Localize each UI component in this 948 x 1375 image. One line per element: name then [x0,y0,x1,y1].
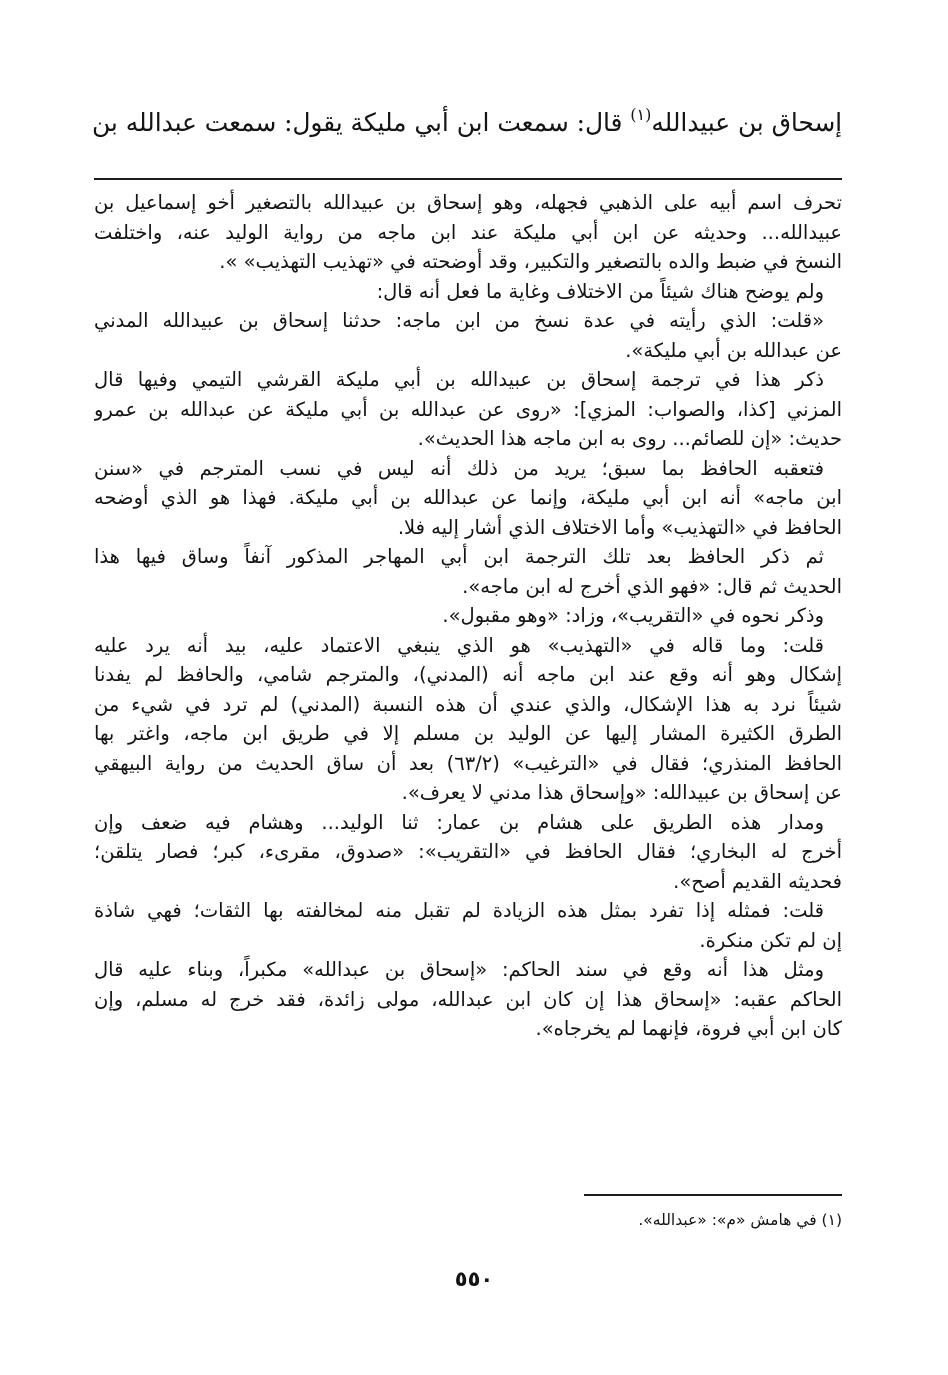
text-line: تحرف اسم أبيه على الذهبي فجهله، وهو إسحاق بن عبيدالله بالتصغير أخو إسماعيل بن [94,191,842,214]
text-line: ومثل هذا أنه وقع في سند الحاكم: «إسحاق بن عبدالله» مكبراً، وبناء عليه قال [94,958,824,981]
text-line: الطرق الكثيرة المشار إليها عن الوليد بن مسلم إلا في طريق ابن ماجه، واغتر بها [94,722,842,745]
text-line: الحديث ثم قال: «فهو الذي أخرج له ابن ماجه». [462,574,842,598]
text-line: الحاكم عقبه: «إسحاق هذا إن كان ابن عبدالله، مولى زائدة، فقد خرج له مسلم، وإن [94,987,842,1011]
text-line: عن إسحاق بن عبيدالله: «وإسحاق هذا مدني لا يعرف». [401,781,842,804]
text-line: المزني [كذا، والصواب: المزي]: «روى عن عبدالله بن أبي مليكة عن عبدالله بن عمرو [94,397,842,421]
text-line: ولم يوضح هناك شيئاً من الاختلاف وغاية ما فعل أنه قال: [376,279,824,303]
text-line: ومدار هذه الطريق على هشام بن عمار: ثنا الوليد... وهشام فيه ضعف وإن [94,810,824,834]
text-line: عن عبدالله بن أبي مليكة». [625,338,842,362]
text-line: ابن ماجه» أنه ابن أبي مليكة، وإنما عن عبدالله بن أبي مليكة. فهذا هو الذي أوضحه [94,486,842,509]
text-line: النسخ في ضبط والده بالتصغير والتكبير، وقد أوضحته في «تهذيب التهذيب» ». [219,250,842,273]
text-line: وذكر نحوه في «التقريب»، وزاد: «وهو مقبول». [442,604,824,627]
top-divider [94,178,842,180]
commentary-text [94,188,842,1044]
text-line: إشكال وهو أنه وقع عند ابن ماجه أنه (المدني)، والمترجم شامي، والحافظ لم يفدنا [94,663,842,686]
text-line: حديث: «إن للصائم... روى به ابن ماجه هذا الحديث». [417,427,842,450]
header-text-start: إسحاق بن عبيدالله [651,108,842,137]
text-line: أخرج له البخاري؛ فقال الحافظ في «التقريب»: «صدوق، مقرىء، كبر؛ فصار يتلقن؛ [94,840,842,863]
header-text-end: قال: سمعت ابن أبي مليكة يقول: سمعت عبدالله بن [92,108,631,137]
text-line: شيئاً نرد به هذا الإشكال، والذي عندي أن هذه النسبة (المدني) لم ترد في شيء من [94,692,842,716]
text-line: فتعقبه الحافظ بما سبق؛ يريد من ذلك أنه ليس في نسب المترجم في «سنن [94,456,824,480]
footnote: (١) في هامش «م»: «عبدالله». [638,1211,842,1229]
text-line: إن لم تكن منكرة. [699,928,842,952]
text-line: قلت: وما قاله في «التهذيب» هو الذي ينبغي الاعتماد عليه، بيد أنه يرد عليه [94,633,824,657]
footnote-divider [584,1194,842,1196]
text-line: ذكر هذا في ترجمة إسحاق بن عبيدالله بن أبي مليكة القرشي التيمي وفيها قال [94,368,824,391]
text-line: «قلت: الذي رأيته في عدة نسخ من ابن ماجه: حدثنا إسحاق بن عبيدالله المدني [94,309,824,332]
text-line: ثم ذكر الحافظ بعد تلك الترجمة ابن أبي المهاجر المذكور آنفاً وساق فيها هذا [94,545,824,568]
main-hadith-line [92,103,842,143]
text-line: قلت: فمثله إذا تفرد بمثل هذه الزيادة لم تقبل منه لمخالفته بها الثقات؛ فهي شاذة [94,899,824,922]
footnote-reference: (١) [630,104,652,124]
text-line: عبيدالله... وحديثه عن ابن أبي مليكة عند ابن ماجه من رواية الوليد عنه، واختلفت [94,220,842,244]
page-number: ٥٥٠ [454,1267,494,1291]
text-line: الحافظ في «التهذيب» وأما الاختلاف الذي أشار إليه فلا. [397,515,842,539]
text-line: الحافظ المنذري؛ فقال في «الترغيب» (٦٣/٢) بعد أن ساق الحديث من رواية البيهقي [94,751,842,775]
text-line: فحديثه القديم أصح». [673,869,842,893]
text-line: كان ابن أبي فروة، فإنهما لم يخرجاه». [535,1017,842,1040]
